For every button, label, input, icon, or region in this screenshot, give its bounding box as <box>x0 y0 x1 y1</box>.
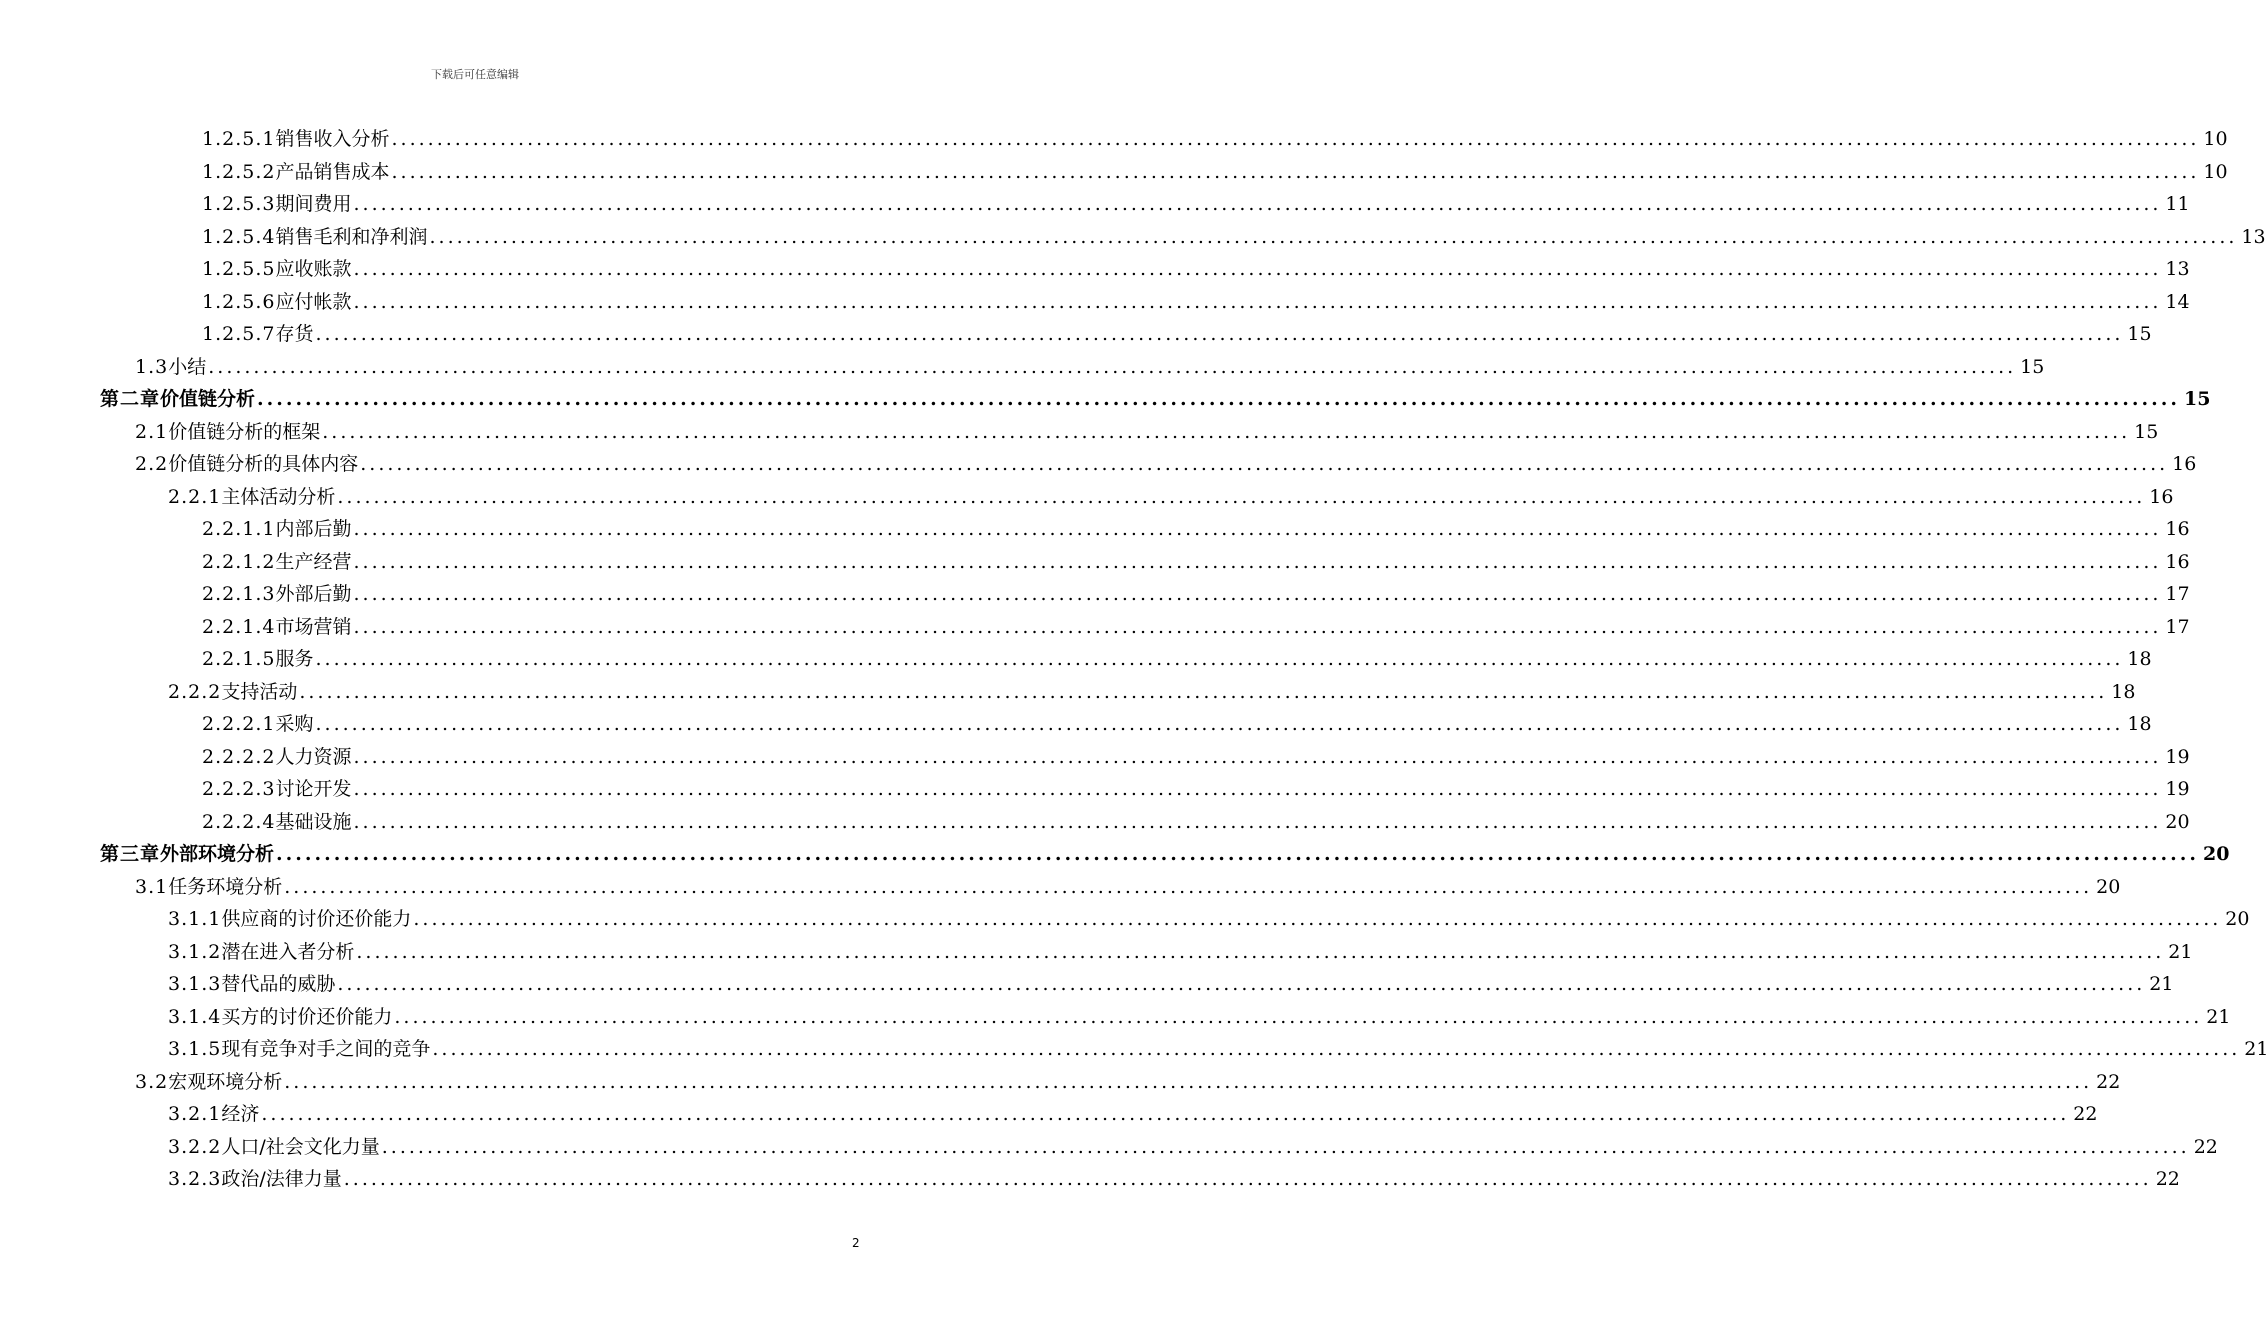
toc-dot-leader: ........................................................................................................................................................................................................ <box>208 355 2017 378</box>
toc-entry-number: 3.2.3 <box>168 1168 222 1190</box>
toc-dot-leader: ........................................................................................................................................................................................................ <box>284 1070 2093 1093</box>
page-number: 2 <box>852 1236 860 1250</box>
toc-entry[interactable] <box>0 543 2190 575</box>
toc-entry-number: 1.2.5.1 <box>202 128 276 150</box>
toc-dot-leader: ........................................................................................................................................................................................................ <box>356 940 2165 963</box>
toc-entry[interactable] <box>0 185 2190 217</box>
toc-entry-number: 2.1 <box>135 420 169 443</box>
toc-entry-page: 10 <box>2203 128 2228 150</box>
toc-dot-leader: ........................................................................................................................................................................................................ <box>391 160 2200 183</box>
toc-entry-title: 供应商的讨价还价能力 <box>221 908 412 930</box>
toc-entry-title: 销售毛利和净利润 <box>275 225 428 248</box>
toc-entry-number: 3.1 <box>135 875 169 898</box>
toc-entry-page: 22 <box>2073 1103 2098 1125</box>
toc-entry-number: 第三章 <box>100 843 161 865</box>
toc-entry[interactable] <box>0 283 2190 315</box>
toc-dot-leader: ........................................................................................................................................................................................................ <box>353 550 2162 573</box>
toc-entry-page: 22 <box>2193 1135 2218 1158</box>
toc-entry[interactable] <box>0 900 2250 932</box>
toc-entry[interactable] <box>0 413 2159 445</box>
toc-entry-number: 3.1.3 <box>168 973 222 995</box>
toc-entry-page: 22 <box>2096 1070 2121 1093</box>
toc-entry[interactable] <box>0 218 2266 250</box>
toc-entry-title: 采购 <box>275 713 314 735</box>
toc-entry[interactable] <box>0 1128 2218 1160</box>
toc-entry-page: 18 <box>2111 680 2136 703</box>
toc-entry-page: 14 <box>2165 290 2190 313</box>
toc-entry[interactable] <box>0 1030 2268 1062</box>
toc-dot-leader: ........................................................................................................................................................................................................ <box>299 680 2108 703</box>
toc-entry-page: 21 <box>2168 940 2193 963</box>
toc-entry-title: 产品销售成本 <box>275 160 390 183</box>
toc-entry[interactable] <box>0 705 2152 737</box>
toc-entry-page: 11 <box>2165 193 2190 215</box>
toc-dot-leader: ........................................................................................................................................................................................................ <box>353 745 2162 768</box>
toc-entry-page: 19 <box>2165 778 2190 800</box>
toc-entry-number: 2.2 <box>135 453 169 475</box>
toc-entry-page: 16 <box>2172 453 2197 475</box>
toc-entry-title: 价值链分析 <box>160 388 256 410</box>
toc-entry-page: 16 <box>2165 550 2190 573</box>
toc-entry-title: 服务 <box>275 648 314 670</box>
toc-entry-number: 2.2.1.3 <box>202 583 276 605</box>
toc-entry-number: 1.3 <box>135 355 169 378</box>
toc-entry-number: 2.2.1.2 <box>202 550 276 573</box>
toc-entry-number: 1.2.5.2 <box>202 160 276 183</box>
toc-entry-number: 3.2 <box>135 1070 169 1093</box>
toc-entry-title: 应付帐款 <box>275 290 352 313</box>
toc-dot-leader: ........................................................................................................................................................................................................ <box>353 583 2162 605</box>
toc-entry-title: 存货 <box>275 323 314 345</box>
toc-entry-page: 21 <box>2206 1005 2231 1028</box>
toc-entry-page: 17 <box>2165 583 2190 605</box>
toc-entry-title: 讨论开发 <box>275 778 352 800</box>
toc-entry-title: 政治/法律力量 <box>221 1168 342 1190</box>
toc-entry-title: 基础设施 <box>275 810 352 833</box>
toc-entry[interactable] <box>0 868 2121 900</box>
toc-entry-number: 2.2.1.1 <box>202 518 276 540</box>
toc-entry-title: 人力资源 <box>275 745 352 768</box>
toc-entry[interactable] <box>0 608 2190 640</box>
toc-entry-number: 1.2.5.5 <box>202 258 276 280</box>
toc-entry[interactable] <box>0 770 2190 802</box>
page-header: 下载后可任意编辑 <box>431 68 519 81</box>
toc-dot-leader: ........................................................................................................................................................................................................ <box>315 713 2124 735</box>
toc-entry[interactable] <box>0 348 2045 380</box>
toc-entry-page: 19 <box>2165 745 2190 768</box>
toc-entry[interactable] <box>0 1095 2098 1127</box>
toc-entry-number: 2.2.2.2 <box>202 745 276 768</box>
toc-entry-title: 市场营销 <box>275 615 352 638</box>
toc-dot-leader: ........................................................................................................................................................................................................ <box>391 128 2200 150</box>
toc-entry[interactable] <box>0 445 2197 477</box>
toc-entry-number: 2.2.2.4 <box>202 810 276 833</box>
toc-dot-leader: ........................................................................................................................................................................................................ <box>337 973 2146 995</box>
toc-dot-leader: ........................................................................................................................................................................................................ <box>381 1135 2190 1158</box>
toc-dot-leader: ........................................................................................................................................................................................................ <box>315 648 2124 670</box>
toc-dot-leader: ........................................................................................................................................................................................................ <box>394 1005 2203 1028</box>
toc-entry-page: 16 <box>2165 518 2190 540</box>
toc-entry[interactable] <box>0 1160 2180 1192</box>
toc-entry-title: 生产经营 <box>275 550 352 573</box>
toc-entry-title: 现有竞争对手之间的竞争 <box>221 1038 431 1060</box>
toc-entry[interactable] <box>0 575 2190 607</box>
toc-entry[interactable] <box>0 380 2211 412</box>
toc-entry-number: 2.2.2.3 <box>202 778 276 800</box>
toc-dot-leader: ........................................................................................................................................................................................................ <box>257 388 2180 410</box>
toc-entry-title: 经济 <box>221 1103 260 1125</box>
toc-entry-page: 20 <box>2096 875 2121 898</box>
toc-entry-title: 任务环境分析 <box>168 875 283 898</box>
toc-entry-number: 3.1.2 <box>168 940 222 963</box>
toc-dot-leader: ........................................................................................................................................................................................................ <box>261 1103 2070 1125</box>
toc-entry[interactable] <box>0 738 2190 770</box>
toc-entry-page: 18 <box>2127 713 2152 735</box>
toc-entry-title: 支持活动 <box>221 680 298 703</box>
toc-entry[interactable] <box>0 998 2231 1030</box>
toc-entry-page: 10 <box>2203 160 2228 183</box>
toc-entry-title: 应收账款 <box>275 258 352 280</box>
toc-entry-number: 第二章 <box>100 388 161 410</box>
toc-entry-page: 18 <box>2127 648 2152 670</box>
toc-entry-title: 内部后勤 <box>275 518 352 540</box>
toc-entry-page: 20 <box>2202 843 2230 865</box>
toc-entry[interactable] <box>0 803 2190 835</box>
toc-dot-leader: ........................................................................................................................................................................................................ <box>353 810 2162 833</box>
toc-dot-leader: ........................................................................................................................................................................................................ <box>353 258 2162 280</box>
toc-entry-number: 2.2.1.5 <box>202 648 276 670</box>
toc-entry[interactable] <box>0 965 2174 997</box>
toc-entry-title: 人口/社会文化力量 <box>221 1135 380 1158</box>
toc-entry-page: 15 <box>2183 388 2211 410</box>
toc-entry-title: 外部环境分析 <box>160 843 275 865</box>
toc-entry[interactable] <box>0 835 2230 867</box>
toc-entry-number: 2.2.2 <box>168 680 222 703</box>
toc-entry-page: 15 <box>2127 323 2152 345</box>
toc-entry-number: 2.2.1.4 <box>202 615 276 638</box>
toc-entry-number: 1.2.5.3 <box>202 193 276 215</box>
toc-entry[interactable] <box>0 250 2190 282</box>
toc-entry-page: 22 <box>2155 1168 2180 1190</box>
toc-entry-page: 21 <box>2149 973 2174 995</box>
toc-entry-page: 13 <box>2241 225 2266 248</box>
toc-entry-title: 销售收入分析 <box>275 128 390 150</box>
toc-entry-page: 16 <box>2149 485 2174 508</box>
toc-dot-leader: ........................................................................................................................................................................................................ <box>353 193 2162 215</box>
toc-entry[interactable] <box>0 510 2190 542</box>
toc-dot-leader: ........................................................................................................................................................................................................ <box>432 1038 2241 1060</box>
toc-entry-page: 20 <box>2165 810 2190 833</box>
toc-entry-number: 2.2.1 <box>168 485 222 508</box>
toc-dot-leader: ........................................................................................................................................................................................................ <box>360 453 2169 475</box>
toc-entry-number: 2.2.2.1 <box>202 713 276 735</box>
toc-dot-leader: ........................................................................................................................................................................................................ <box>343 1168 2152 1190</box>
toc-entry[interactable] <box>0 933 2193 965</box>
toc-entry-number: 3.2.2 <box>168 1135 222 1158</box>
toc-entry-page: 17 <box>2165 615 2190 638</box>
toc-entry[interactable] <box>0 153 2228 185</box>
toc-dot-leader: ........................................................................................................................................................................................................ <box>353 518 2162 540</box>
toc-entry-number: 3.2.1 <box>168 1103 222 1125</box>
toc-entry-title: 价值链分析的框架 <box>168 420 321 443</box>
toc-entry[interactable] <box>0 673 2136 705</box>
toc-dot-leader: ........................................................................................................................................................................................................ <box>284 875 2093 898</box>
toc-entry[interactable] <box>0 315 2152 347</box>
toc-entry-title: 主体活动分析 <box>221 485 336 508</box>
toc-entry-number: 1.2.5.6 <box>202 290 276 313</box>
toc-dot-leader: ........................................................................................................................................................................................................ <box>429 225 2238 248</box>
toc-entry-number: 1.2.5.4 <box>202 225 276 248</box>
toc-entry-page: 15 <box>2020 355 2045 378</box>
toc-entry-number: 3.1.4 <box>168 1005 222 1028</box>
toc-entry-number: 3.1.5 <box>168 1038 222 1060</box>
toc-entry-title: 潜在进入者分析 <box>221 940 355 963</box>
toc-entry-title: 期间费用 <box>275 193 352 215</box>
toc-entry-number: 3.1.1 <box>168 908 222 930</box>
toc-entry-page: 13 <box>2165 258 2190 280</box>
toc-dot-leader: ........................................................................................................................................................................................................ <box>337 485 2146 508</box>
toc-dot-leader: ........................................................................................................................................................................................................ <box>353 615 2162 638</box>
toc-dot-leader: ........................................................................................................................................................................................................ <box>315 323 2124 345</box>
toc-dot-leader: ........................................................................................................................................................................................................ <box>413 908 2222 930</box>
toc-entry-number: 1.2.5.7 <box>202 323 276 345</box>
toc-entry-page: 15 <box>2134 420 2159 443</box>
toc-entry-title: 买方的讨价还价能力 <box>221 1005 393 1028</box>
toc-entry-title: 替代品的威胁 <box>221 973 336 995</box>
toc-entry-title: 宏观环境分析 <box>168 1070 283 1093</box>
toc-entry-title: 小结 <box>168 355 207 378</box>
toc-entry-title: 外部后勤 <box>275 583 352 605</box>
toc-entry-page: 21 <box>2244 1038 2268 1060</box>
toc-entry[interactable] <box>0 1063 2121 1095</box>
toc-entry-page: 20 <box>2225 908 2250 930</box>
toc-entry[interactable] <box>0 120 2228 152</box>
toc-dot-leader: ........................................................................................................................................................................................................ <box>322 420 2131 443</box>
toc-dot-leader: ........................................................................................................................................................................................................ <box>353 778 2162 800</box>
toc-entry-title: 价值链分析的具体内容 <box>168 453 359 475</box>
toc-entry[interactable] <box>0 478 2174 510</box>
toc-dot-leader: ........................................................................................................................................................................................................ <box>276 843 2199 865</box>
toc-dot-leader: ........................................................................................................................................................................................................ <box>353 290 2162 313</box>
toc-entry[interactable] <box>0 640 2152 672</box>
